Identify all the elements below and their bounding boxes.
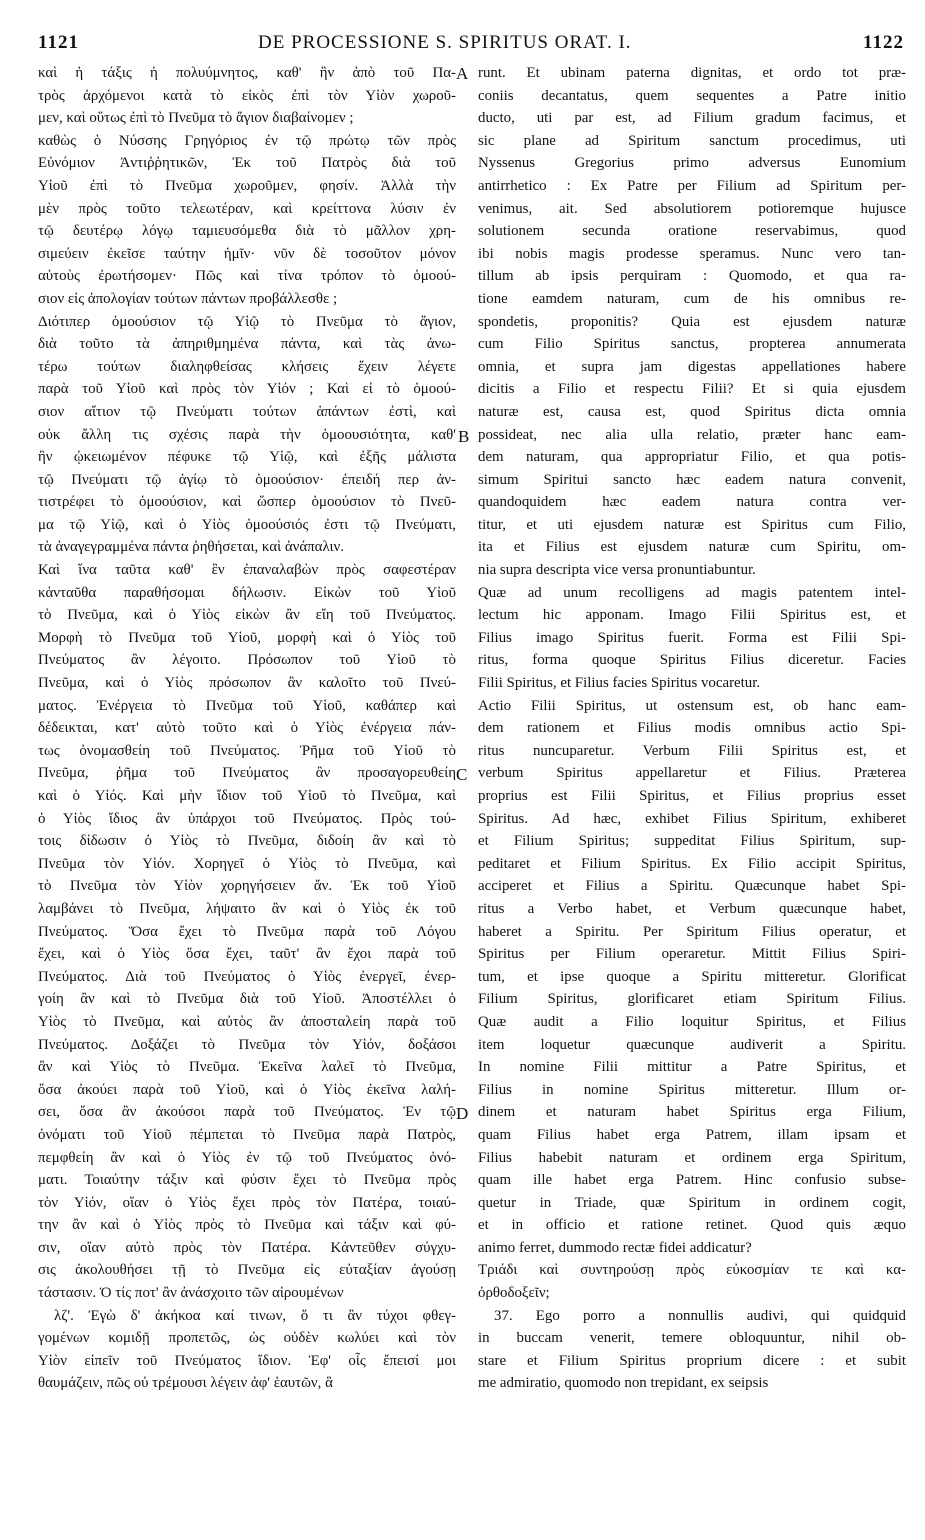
greek-text-line: Εὐνόμιον Ἀντιῤῥητικῶν, Ἐκ τοῦ Πατρὸς διὰ τοῦ <box>38 155 456 172</box>
greek-text-line: Πνεῦμα, ῥῆμα τοῦ Πνεύματος ἂν προσαγορευθείη <box>38 765 456 782</box>
latin-text-line: animo ferret, dummodo rectæ fidei addicatur? <box>478 1239 752 1256</box>
running-header <box>38 32 904 58</box>
latin-text-line: spondetis, proponitis? Quia est ejusdem naturæ <box>478 313 906 330</box>
greek-text-line: σιν, οἵαν αὐτὸ πρὸς τὸν Πατέρα. Κἀντεῦθεν σύγχυ- <box>38 1239 456 1256</box>
page-number-right: 1122 <box>863 32 904 53</box>
latin-text-line: antirrhetico : Ex Patre per Filium ad Spiritum per- <box>478 177 906 194</box>
latin-text-line: Quæ audit a Filio loquitur Spiritus, et Filius <box>478 1013 906 1030</box>
greek-text-line: λαμβάνει τὸ Πνεῦμα, λήψαιτο ἂν καὶ ὁ Υἱὸς ἐκ τοῦ <box>38 900 456 917</box>
greek-text-line: ματι. Τοιαύτην τάξιν καὶ φύσιν ἔχει τὸ Πνεῦμα πρὸς <box>38 1172 456 1189</box>
greek-text-line: δέδεικται, κατ' αὐτὸ τοῦτο καὶ ὁ Υἱὸς ἐνέργεια πάν- <box>38 720 456 737</box>
latin-text-line: lectum hic apponam. Imago Filii Spiritus est, et <box>478 607 906 624</box>
greek-text-line: Υἱοῦ ἐπὶ τὸ Πνεῦμα χωροῦμεν, φησίν. Ἀλλὰ τὴν <box>38 177 456 194</box>
greek-text-line: διὰ τοῦτο τὰ ἀπηριθμημένα πάντα, καὶ τὰς ἀνω- <box>38 336 456 353</box>
greek-text-line: μεν, καὶ οὕτως ἐπὶ τὸ Πνεῦμα τὸ ἅγιον διαβαίνομεν ; <box>38 110 354 127</box>
latin-text-line: Filius habebit naturam et ordinem erga Spiritum, <box>478 1149 906 1166</box>
latin-text-line: omnia, et supra jam digestas appellationes habere <box>478 358 906 375</box>
latin-text-line: ritus a Verbo habet, et Verbum quæcunque habet, <box>478 900 906 917</box>
latin-text-line: et in officio et ratione retinet. Quod quis æquo <box>478 1217 906 1234</box>
latin-text-column <box>478 62 906 1395</box>
latin-text-line: acciperet et Filius a Spiritu. Quæcunque habet Spi- <box>478 878 906 895</box>
latin-text-line: dem rationem et Filius modis omnibus actio Spi- <box>478 720 906 737</box>
latin-text-line: dem naturam, qua appropriatur Filio, et qua potis- <box>478 449 906 466</box>
greek-text-line: ἔχει, καὶ ὁ Υἱὸς ὅσα ἔχει, ταῦτ' ἂν ἔχοι παρὰ τοῦ <box>38 946 456 963</box>
greek-text-line: μὲν πρὸς τοῦτο τελεωτέραν, καὶ κρείττονα λύσιν ἐν <box>38 200 456 217</box>
greek-text-line: Διότιπερ ὁμοούσιον τῷ Υἱῷ τὸ Πνεῦμα τὸ ἅγιον, <box>38 313 456 330</box>
greek-text-line: ἣν ᾠκειωμένον πέφυκε τῷ Υἱῷ, καὶ ἐξῆς μάλιστα <box>38 449 456 466</box>
margin-marker-b: B <box>458 427 470 446</box>
latin-text-line: Filius in nomine Spiritus mitteretur. Illum or- <box>478 1081 906 1098</box>
latin-text-line: ibi nobis magis prodesse speramus. Nunc vero tan- <box>478 245 906 262</box>
greek-text-line: σις ἀκολουθήσει τῇ τὸ Πνεῦμα εἰς εὐταξίαν ἀγούσῃ <box>38 1262 456 1279</box>
latin-text-line: me admiratio, quomodo non trepidant, ex seipsis <box>478 1375 769 1392</box>
running-title: DE PROCESSIONE S. SPIRITUS ORAT. I. <box>258 32 632 53</box>
latin-text-line: Spiritus per Filium operaretur. Mittit Filius Spiri- <box>478 946 906 963</box>
latin-text-line: venimus, ait. Sed absolutiorem potioremque hujusce <box>478 200 906 217</box>
latin-text-line: Filium Spiritus, glorificaret etiam Spiritum Filius. <box>478 991 906 1008</box>
latin-text-line: ritus nuncuparetur. Verbum Filii Spiritus est, et <box>478 742 906 759</box>
latin-text-line: Nyssenus Gregorius primo adversus Eunomium <box>478 155 906 172</box>
latin-text-line: peditaret et Filium Spiritus. Ex Filio accipit Spiritus, <box>478 855 906 872</box>
latin-text-line: Spiritus. Ad hæc, exhibet Filius Spiritum, exhiberet <box>478 810 906 827</box>
greek-text-line: καθὼς ὁ Νύσσης Γρηγόριος ἐν τῷ πρώτῳ τῶν πρὸς <box>38 132 456 149</box>
latin-text-line: ὀρθοδοξεῖν; <box>478 1285 550 1302</box>
greek-text-line: τοις δίδωσιν ὁ Υἱὸς τὸ Πνεῦμα, διδοίη ἂν καὶ τὸ <box>38 833 456 850</box>
latin-text-line: titur, et uti ejusdem naturæ est Spiritus cum Filio, <box>478 516 906 533</box>
greek-text-line: θαυμάζειν, πῶς οὐ τρέμουσι λέγειν ἀφ' ἑαυτῶν, ἃ <box>38 1375 333 1392</box>
greek-text-line: Πνεύματος. Ὅσα ἔχει τὸ Πνεῦμα παρὰ τοῦ Λόγου <box>38 923 456 940</box>
latin-text-line: haberet a Spiritu. Per Spiritum Filius operatur, et <box>478 923 906 940</box>
greek-text-line: τὸ Πνεῦμα τὸν Υἱὸν χορηγήσειεν ἄν. Ἐκ τοῦ Υἱοῦ <box>38 878 456 895</box>
greek-text-line: Πνεύματος. Διὰ τοῦ Πνεύματος ὁ Υἱὸς ἐνεργεῖ, ἐνερ- <box>38 968 456 985</box>
greek-text-line: σει, ὅσα ἂν ἀκούσοι παρὰ τοῦ Πνεύματος. Ἐν τῷ <box>38 1104 456 1121</box>
greek-text-line: σιμεύειν ἐκεῖσε ταύτην ἡμῖν· νῦν δὲ τοσοῦτον μόνον <box>38 245 456 262</box>
latin-text-line: proprius est Filii Spiritus, et Filius proprius esset <box>478 788 906 804</box>
greek-text-line: Υἱὸν εἰπεῖν τοῦ Πνεύματος ἴδιον. Ἐφ' οἷς ἔπεισί μοι <box>38 1352 456 1369</box>
latin-text-line: ritus, forma quoque Spiritus Filius diceretur. Facies <box>478 652 906 669</box>
latin-text-line: Actio Filii Spiritus, ut ostensum est, ob hanc eam- <box>478 697 906 714</box>
latin-text-line: Filii Spiritus, et Filius facies Spiritus vocaretur. <box>478 675 761 692</box>
greek-text-line: τέρω τούτων διαληφθείσας κλήσεις ἔχειν λέγετε <box>38 358 456 375</box>
greek-text-line: τιστρέφει τὸ ὁμοούσιον, καὶ ὥσπερ ὁμοούσιον τὸ Πνεῦ- <box>38 494 456 511</box>
greek-text-line: κἀνταῦθα παραθήσομαι δήλωσιν. Εἰκὼν τοῦ Υἱοῦ <box>38 584 456 601</box>
latin-text-line: 37. Ego porro a nonnullis audivi, qui quidquid <box>494 1307 906 1324</box>
margin-marker-c: C <box>456 765 468 784</box>
greek-text-line: οὐκ ἄλλη τις σχέσις παρὰ τὴν ὁμοουσιότητα, καθ' <box>38 426 456 443</box>
greek-text-line: τάστασιν. Ὁ τίς ποτ' ἂν ἀνάσχοιτο τῶν αἱρουμένων <box>38 1285 344 1302</box>
latin-text-line: tillum ab ipsis perquiram : Quomodo, et qua ra- <box>478 268 906 285</box>
latin-text-line: Quæ ad unum recolligens ad magis patentem intel- <box>478 584 906 601</box>
margin-marker-a: A <box>456 64 469 83</box>
greek-text-line: Πνεύματος ἂν λέγοιτο. Πρόσωπον τοῦ Υἱοῦ τὸ <box>38 652 456 669</box>
latin-text-line: In nomine Filii mittitur a Patre Spiritus, et <box>478 1059 906 1076</box>
latin-text-line: quam Filius habet erga Patrem, illam ipsam et <box>478 1126 906 1143</box>
latin-text-line: in buccam venerit, temere obloquuntur, nihil ob- <box>478 1330 906 1347</box>
latin-text-line: ita et Filius est ejusdem naturæ cum Spiritu, om- <box>478 539 906 556</box>
latin-text-line: quam ille habet erga Patrem. Hinc confusio subse- <box>478 1172 906 1189</box>
greek-text-line: τως ὀνομασθείη τοῦ Πνεύματος. Ῥῆμα τοῦ Υἱοῦ τὸ <box>38 742 456 759</box>
greek-text-line: αὐτοὺς ἐρωτήσομεν· Πῶς καὶ τίνα τρόπον τὸ ὁμοού- <box>38 268 456 285</box>
latin-text-line: nia supra descripta vice versa pronuntiabuntur. <box>478 562 756 579</box>
greek-text-line: παρὰ τοῦ Υἱοῦ καὶ πρὸς τὸν Υἱόν ; Καὶ εἰ τὸ ὁμοού- <box>38 381 456 398</box>
latin-text-line: Τριάδι καὶ συντηρούσῃ πρὸς εὐκοσμίαν τε καὶ κα- <box>478 1262 906 1279</box>
latin-text-line: tione eamdem naturam, cum de his omnibus re- <box>478 290 906 307</box>
greek-text-column <box>38 62 456 1395</box>
latin-text-line: possideat, nec alia ulla relatio, præter hanc eam- <box>478 426 906 443</box>
greek-text-line: ὀνόματι τοῦ Υἱοῦ πέμπεται τὸ Πνεῦμα παρὰ Πατρὸς, <box>38 1126 456 1143</box>
latin-text-line: tum, et ipse quoque a Spiritu mitteretur. Glorificat <box>478 968 906 985</box>
greek-text-line: τῷ δευτέρῳ λόγῳ ταμιευσόμεθα διὰ τὸ μᾶλλον χρη- <box>38 223 456 240</box>
greek-text-line: Πνεῦμα, καὶ ὁ Υἱὸς πρόσωπον ἂν καλοῖτο τοῦ Πνεύ- <box>38 675 456 692</box>
greek-text-line: γοίη ἂν καὶ τὸ Πνεῦμα διὰ τοῦ Υἱοῦ. Ἀποστέλλει ὁ <box>38 991 456 1008</box>
latin-text-line: dicitis a Filio et respectu Filii? Et si quia ejusdem <box>478 381 906 398</box>
greek-text-line: τρὸς ἀρχόμενοι κατὰ τὸ εἰκὸς ἐπὶ τὸν Υἱὸν χωροῦ- <box>38 87 456 104</box>
latin-text-line: runt. Et ubinam paterna dignitas, et ordo tot præ- <box>478 65 906 81</box>
greek-text-line: Καὶ ἵνα ταῦτα καθ' ἓν ἐπαναλαβὼν πρὸς σαφεστέραν <box>38 562 456 579</box>
greek-text-line: σιον εἰς ἀπολογίαν τούτων πάντων προβάλλεσθε ; <box>38 290 338 307</box>
latin-text-line: solutionem secunda oratione reservabimus, quod <box>478 223 906 240</box>
latin-text-line: Filius imago Spiritus fuerit. Forma est Filii Spi- <box>478 629 906 646</box>
greek-text-line: τὸ Πνεῦμα, καὶ ὁ Υἱὸς εἰκὼν ἂν εἴη τοῦ Πνεύματος. <box>38 607 456 624</box>
latin-text-line: quetur in Triade, quæ Spiritum in ordinem cogit, <box>478 1194 906 1211</box>
greek-text-line: τὸν Υἱόν, οἵαν ὁ Υἱὸς ἔχει πρὸς τὸν Πατέρα, τοιαύ- <box>38 1194 456 1211</box>
latin-text-line: quandoquidem hæc eadem natura contra ver- <box>478 494 906 511</box>
latin-text-line: coniis decantatus, quem sequentes a Patre initio <box>478 87 906 104</box>
latin-text-line: dinem et naturam habet Spiritus erga Filium, <box>478 1104 906 1121</box>
greek-text-line: ὅσα ἀκούει παρὰ τοῦ Υἱοῦ, καὶ ὁ Υἱὸς ἐκεῖνα λαλή- <box>38 1081 456 1098</box>
page-number-left: 1121 <box>38 32 79 53</box>
greek-text-line: Πνεύματος. Δοξάζει τὸ Πνεῦμα τὸν Υἱόν, δοξάσοι <box>38 1036 456 1053</box>
greek-text-line: Μορφὴ τὸ Πνεῦμα τοῦ Υἱοῦ, μορφὴ καὶ ὁ Υἱὸς τοῦ <box>38 629 456 646</box>
latin-text-line: simum Spiritui sancto hæc eadem natura convenit, <box>478 471 906 488</box>
greek-text-line: πεμφθείη ἂν καὶ ὁ Υἱὸς ἐν τῷ τοῦ Πνεύματος ὀνό- <box>38 1149 456 1166</box>
greek-text-line: ὁ Υἱὸς ἴδιος ἂν ὑπάρχοι τοῦ Πνεύματος. Πρὸς τού- <box>38 810 456 827</box>
greek-text-line: γομένων κομιδῇ προπετῶς, ὡς οὐδὲν κωλύει καὶ τὸν <box>38 1330 456 1347</box>
latin-text-line: stare et Filium Spiritus proprium dicere : et subit <box>478 1352 906 1369</box>
greek-text-line: λζ'. Ἐγὼ δ' ἀκήκοα καί τινων, ὅ τι ἂν τύχοι φθεγ- <box>54 1307 456 1324</box>
greek-text-line: τῷ Πνεύματι τῷ ἁγίῳ τὸ ὁμοούσιον· ἐπειδή περ ἀν- <box>38 471 456 488</box>
greek-text-line: μα τῷ Υἱῷ, καὶ ὁ Υἱὸς ὁμοούσιός ἐστι τῷ Πνεύματι, <box>38 516 456 533</box>
latin-text-line: item loquetur quæcunque audiverit a Spiritu. <box>478 1036 906 1053</box>
latin-text-line: et Filium Spiritus; suppeditat Filius Spiritum, sup- <box>478 833 906 850</box>
greek-text-line: καὶ ὁ Υἱός. Καὶ μὴν ἴδιον τοῦ Υἱοῦ τὸ Πνεῦμα, καὶ <box>38 788 456 804</box>
greek-text-line: την ἂν καὶ ὁ Υἱὸς πρὸς τὸ Πνεῦμα καὶ τάξιν καὶ φύ- <box>38 1217 456 1234</box>
greek-text-line: ἂν καὶ Υἱὸς τὸ Πνεῦμα. Ἐκεῖνα λαλεῖ τὸ Πνεῦμα, <box>38 1059 456 1076</box>
latin-text-line: cum Filio Spiritus sanctus, propterea annumerata <box>478 336 906 353</box>
greek-text-line: καὶ ἡ τάξις ἡ πολυύμνητος, καθ' ἣν ἀπὸ τοῦ Πα- <box>38 65 456 81</box>
latin-text-line: naturæ est, causa est, quod Spiritus dicta omnia <box>478 403 906 420</box>
greek-text-line: Υἱὸς τὸ Πνεῦμα, καὶ αὐτὸς ἂν ἀποσταλείη παρὰ τοῦ <box>38 1013 456 1030</box>
latin-text-line: sic plane ad Spiritum sanctum procedimus, uti <box>478 132 906 149</box>
greek-text-line: τὰ ἀναγεγραμμένα πάντα ῥηθήσεται, καὶ ἀνάπαλιν. <box>38 539 344 556</box>
greek-text-line: σιον αἴτιον τῷ Πνεύματι τούτων ἁπάντων ἐστὶ, καὶ <box>38 403 456 420</box>
margin-marker-d: D <box>456 1104 469 1123</box>
latin-text-line: verbum Spiritus appellaretur et Filius. Præterea <box>478 765 906 782</box>
greek-text-line: ματος. Ἐνέργεια τὸ Πνεῦμα τοῦ Υἱοῦ, καθάπερ καὶ <box>38 697 456 714</box>
latin-text-line: ducto, uti par est, ad Filium gradum facimus, et <box>478 110 906 127</box>
greek-text-line: Πνεῦμα τὸν Υἱόν. Χορηγεῖ ὁ Υἱὸς τὸ Πνεῦμα, καὶ <box>38 855 456 872</box>
